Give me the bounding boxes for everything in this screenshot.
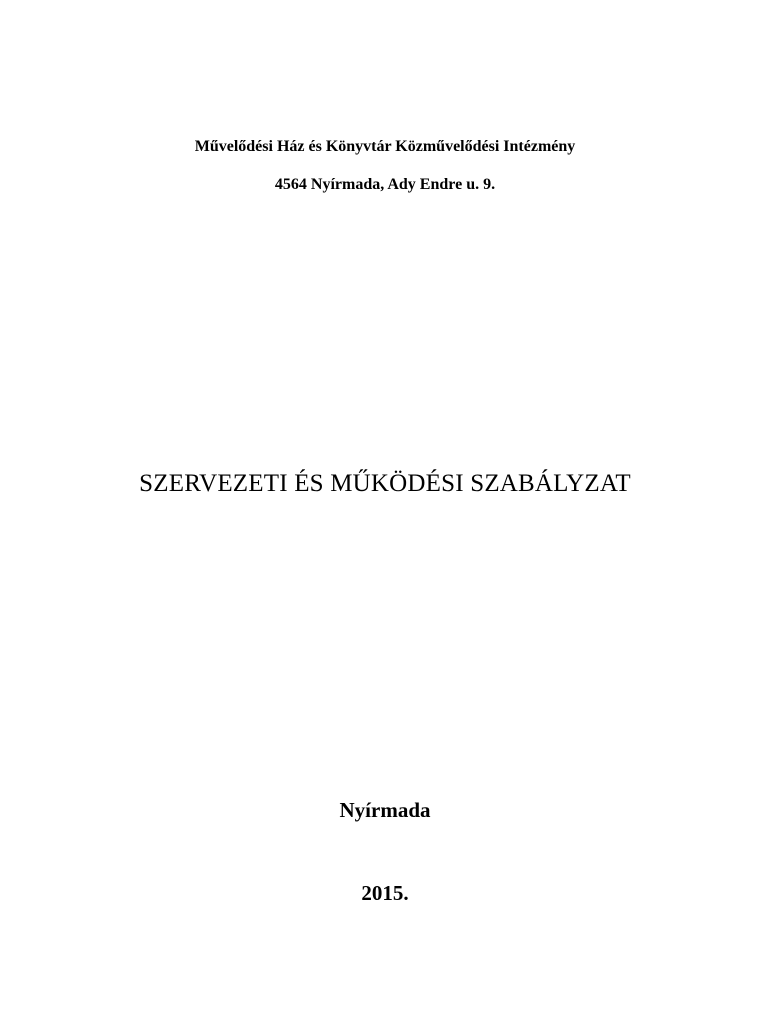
institution-address: 4564 Nyírmada, Ady Endre u. 9. <box>274 176 496 193</box>
document-place: Nyírmada <box>339 798 431 822</box>
document-title: SZERVEZETI ÉS MŰKÖDÉSI SZABÁLYZAT <box>139 470 631 497</box>
institution-name: Művelődési Ház és Könyvtár Közművelődési Intézmény <box>194 138 576 155</box>
document-year: 2015. <box>361 881 409 905</box>
